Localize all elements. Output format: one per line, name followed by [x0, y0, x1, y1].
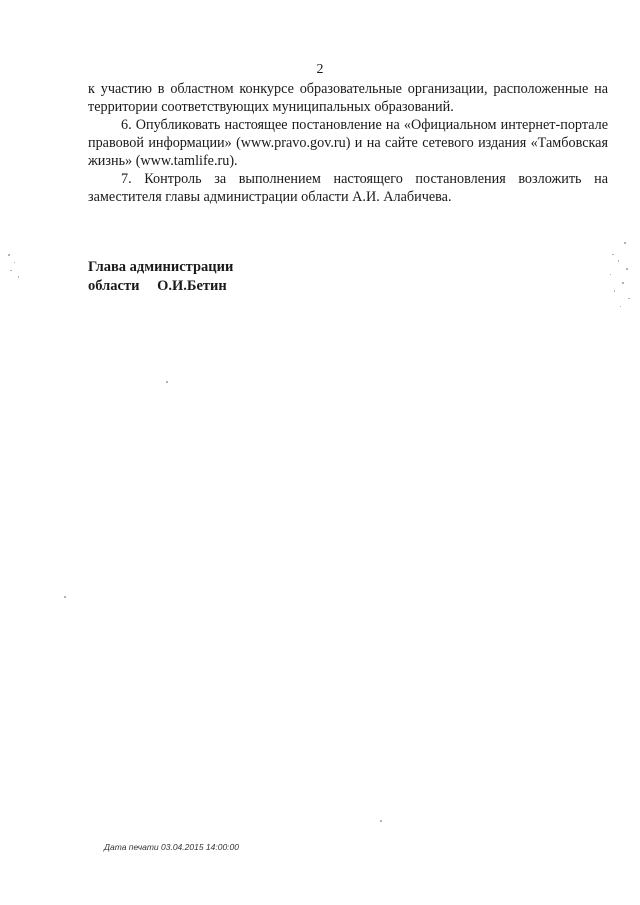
scan-speck	[380, 820, 382, 822]
document-body	[88, 80, 608, 206]
page-number: 2	[316, 62, 324, 77]
scan-noise-left	[6, 250, 26, 290]
scan-speck	[64, 596, 66, 598]
signature-line-2	[88, 277, 233, 296]
scan-noise-right	[604, 240, 634, 320]
signature-block	[88, 258, 233, 296]
paragraph-7: 7. Контроль за выполнением настоящего постановления возложить на заместителя главы администрации области А.И. Алабичева.	[88, 171, 608, 205]
scan-speck	[166, 381, 168, 383]
signatory-name: О.И.Бетин	[157, 278, 227, 294]
paragraph-6: 6. Опубликовать настоящее постановление на «Официальном интернет-портале правовой информации» (www.pravo.gov.ru) и на сайте сетевого издания «Тамбовская жизнь» (www.tamlife.ru).	[88, 117, 608, 169]
paragraph-continuation: к участию в областном конкурсе образовательные организации, расположенные на территории соответствующих муниципальных образований.	[88, 81, 608, 115]
signature-region: области	[88, 278, 140, 294]
print-date: Дата печати 03.04.2015 14:00:00	[104, 842, 239, 852]
signature-position: Глава администрации	[88, 259, 234, 275]
